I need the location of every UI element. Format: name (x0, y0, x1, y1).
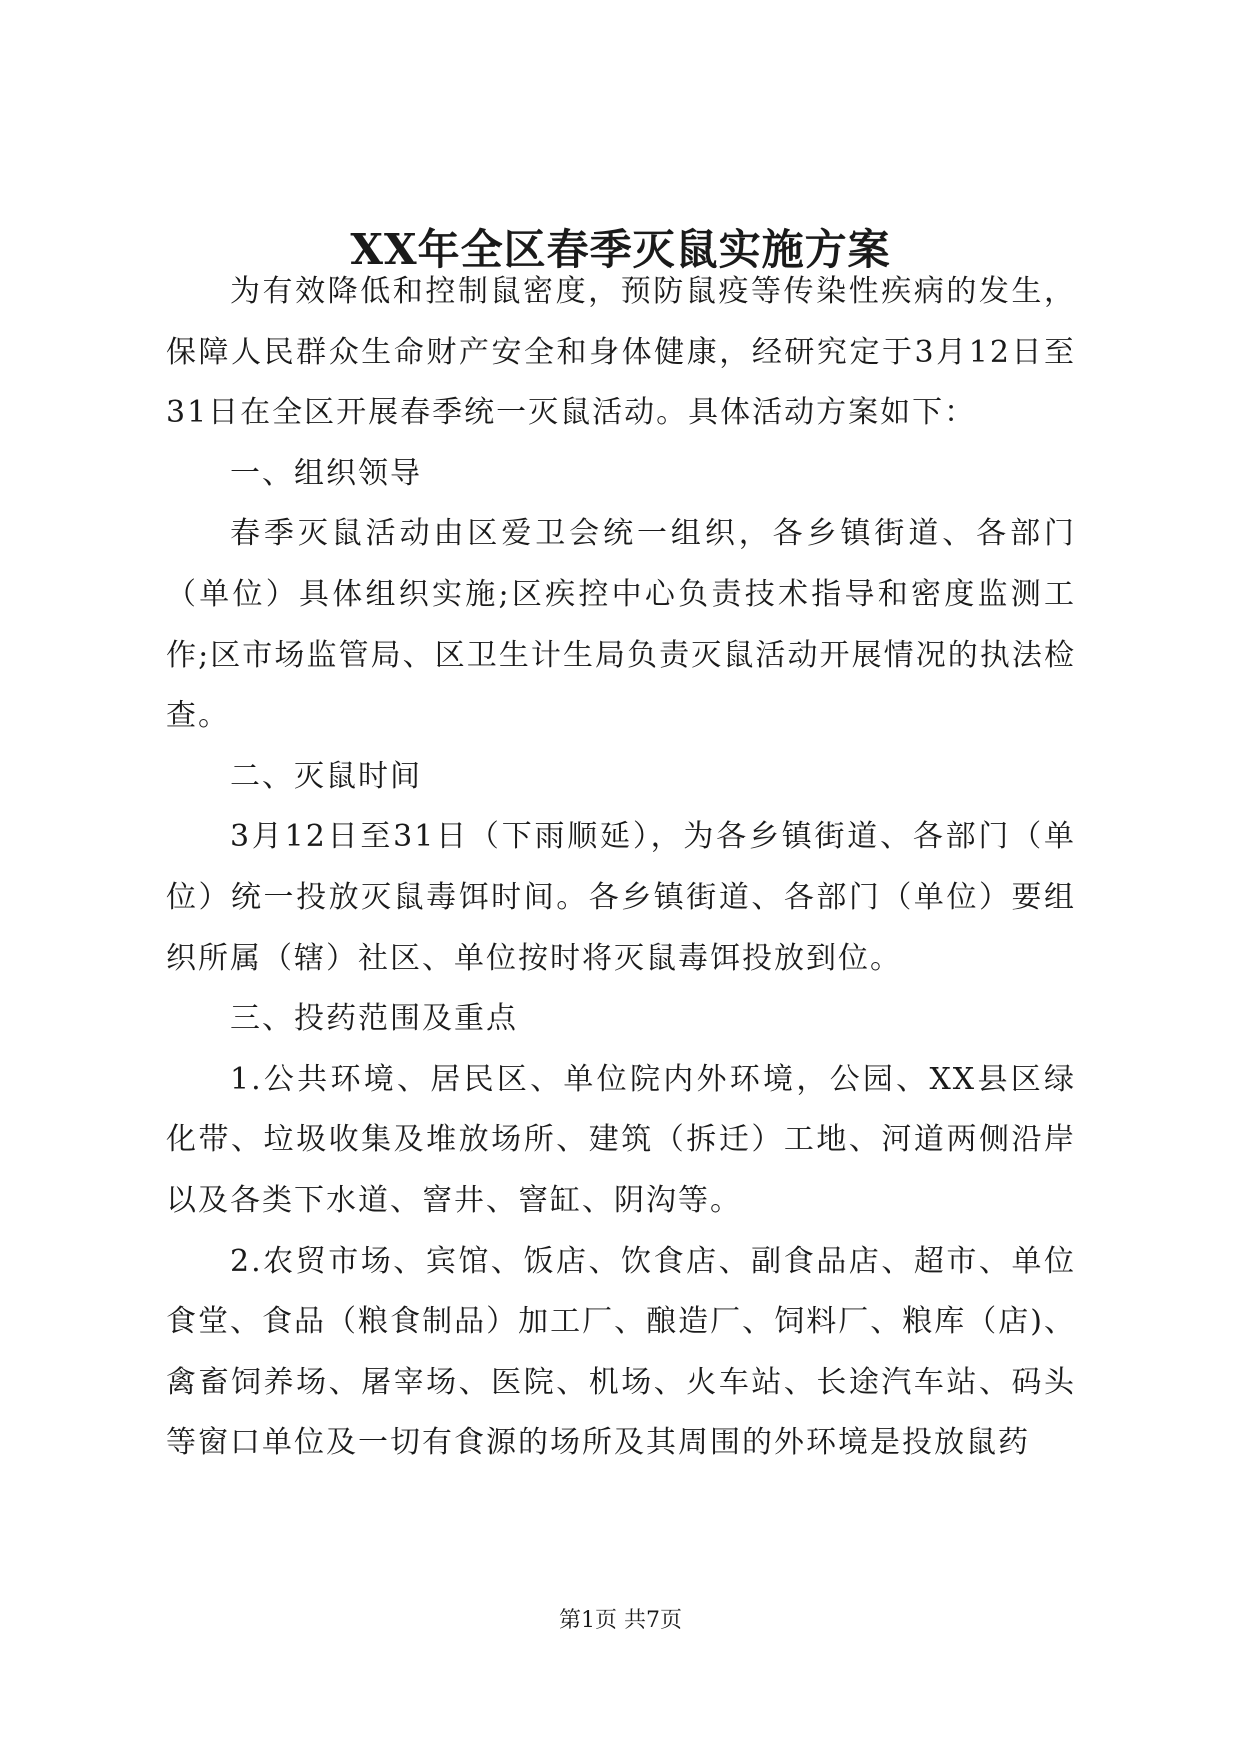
heading-organization: 一、组织领导 (230, 455, 422, 491)
document-title: XX年全区春季灭鼠实施方案 (350, 225, 891, 274)
paragraph-intro: 为有效降低和控制鼠密度，预防鼠疫等传染性疾病的发生，保障人民群众生命财产安全和身体健康，经研究定于3月12日至31日在全区开展春季统一灭鼠活动。具体活动方案如下： (166, 274, 1076, 431)
page-number-footer: 第1页 共7页 (559, 1608, 682, 1633)
heading-scope: 三、投药范围及重点 (230, 1001, 518, 1037)
paragraph-scope-2: 2.农贸市场、宾馆、饭店、饮食店、副食品店、超市、单位食堂、食品（粮食制品）加工厂、酿造厂、饲料厂、粮库（店)、禽畜饲养场、屠宰场、医院、机场、火车站、长途汽车站、码头等窗口单位及一切有食源的场所及其周围的外环境是投放鼠药 (166, 1243, 1076, 1461)
document-body (166, 262, 1076, 1474)
paragraph-time: 3月12日至31日（下雨顺延），为各乡镇街道、各部门（单位）统一投放灭鼠毒饵时间。各乡镇街道、各部门（单位）要组织所属（辖）社区、单位按时将灭鼠毒饵投放到位。 (166, 819, 1076, 976)
heading-time: 二、灭鼠时间 (230, 758, 422, 794)
paragraph-organization: 春季灭鼠活动由区爱卫会统一组织，各乡镇街道、各部门（单位）具体组织实施;区疾控中心负责技术指导和密度监测工作;区市场监管局、区卫生计生局负责灭鼠活动开展情况的执法检查。 (166, 516, 1076, 734)
paragraph-scope-1: 1.公共环境、居民区、单位院内外环境，公园、XX县区绿化带、垃圾收集及堆放场所、建筑（拆迁）工地、河道两侧沿岸以及各类下水道、窨井、窨缸、阴沟等。 (166, 1061, 1076, 1218)
